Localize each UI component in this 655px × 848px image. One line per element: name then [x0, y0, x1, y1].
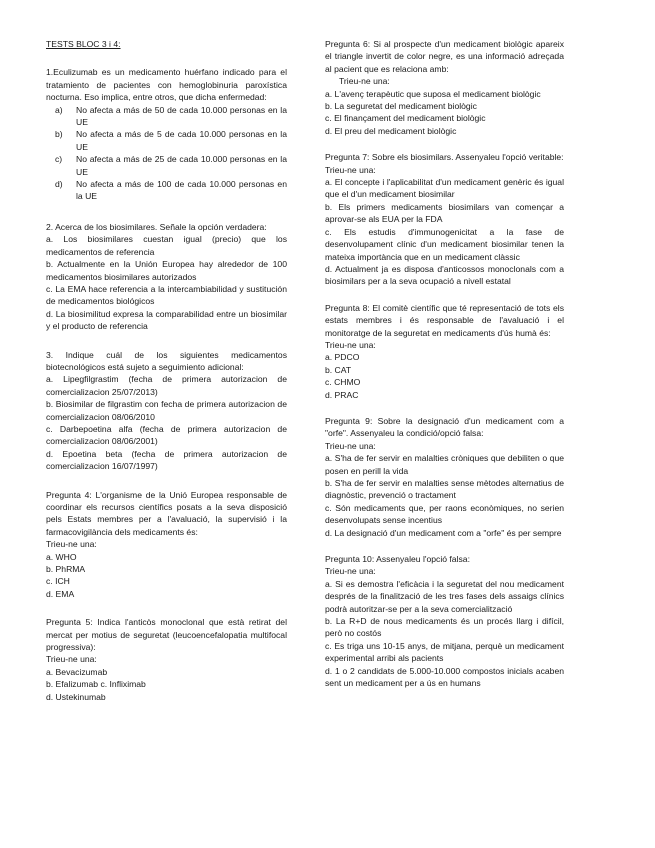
option-text: a. Bevacizumab [46, 666, 108, 677]
option-text: c. Els estudis d'immunogenicitat a la fase de desenvolupament clínic d'un medicament biosimilar tenen la mateixa importància que en un medicament clàssic [325, 226, 564, 262]
option-item [46, 178, 287, 203]
question-text: Pregunta 8: El comitè científic que té representació de tots els estats membres i és responsable de l'avaluació i el monitoratge de la seguretat en medicaments d'ús humà és: [325, 302, 564, 338]
option-text: d. El preu del medicament biològic [325, 125, 457, 136]
option-text: a. S'ha de fer servir en malalties cròniques que debiliten o que posen en perill la vida [325, 453, 564, 476]
question-text: Pregunta 9: Sobre la designació d'un medicament com a "orfe". Assenyaleu la condició/opció falsa: [325, 415, 564, 439]
question-1 [46, 66, 287, 202]
option-item [46, 128, 287, 153]
option-text: a. Los biosimilares cuestan igual (precio) que los medicamentos de referencia [46, 234, 287, 257]
question-text: Pregunta 7: Sobre els biosimilars. Assenyaleu l'opció veritable: [325, 152, 564, 163]
option-text: d. PRAC [325, 389, 359, 400]
option-text: a. Si es demostra l'eficàcia i la seguretat del nou medicament després de la finalització de les tres fases dels assaigs clínics podrà autoritzar-se per a la seva comercialització [325, 578, 564, 614]
option-text: a. Lipegfilgrastim (fecha de primera autorizacion de comercializacion 25/07/2013) [46, 374, 287, 397]
option-marker: c) [55, 154, 63, 165]
question-prompt: Trieu-ne una: [46, 539, 97, 550]
option-marker: b) [55, 129, 63, 140]
option-text: c. La EMA hace referencia a la intercambiabilidad y sustitución de medicamentos biológicos [46, 283, 287, 307]
option-text: c. CHMO [325, 377, 361, 388]
option-text: No afecta a más de 25 de cada 10.000 personas en la UE [76, 154, 287, 177]
document-title: TESTS BLOC 3 i 4: [46, 39, 121, 49]
option-text: b. S'ha de fer servir en malalties sense mètodes alternatius de diagnòstic, prevenció o tractament [325, 478, 564, 501]
option-text: c. Es triga uns 10-15 anys, de mitjana, perquè un medicament experimental arribi als pacients [325, 640, 564, 664]
option-text: d. 1 o 2 candidats de 5.000-10.000 compostos inicials acaben sent un medicament per a ús en humans [325, 665, 564, 689]
option-text: c. ICH [46, 576, 70, 587]
option-marker: d) [55, 179, 63, 190]
option-text: c. Són medicaments que, per raons econòmiques, no serien desenvolupats sense incentius [325, 502, 564, 526]
option-text: d. La designació d'un medicament com a "orfe" és per sempre [325, 527, 562, 538]
question-prompt: Trieu-ne una: [325, 566, 376, 577]
option-text: b. PhRMA [46, 564, 86, 575]
question-6 [325, 38, 564, 137]
question-3 [46, 349, 287, 473]
option-text: d. EMA [46, 588, 75, 599]
option-text: d. Ustekinumab [46, 691, 106, 702]
option-text: c. El finançament del medicament biològic [325, 113, 486, 124]
question-text: 3. Indique cuál de los siguientes medicamentos biotecnológicos está sujeto a seguimiento adicional: [46, 349, 287, 372]
question-5 [46, 616, 287, 703]
option-text: d. Epoetina beta (fecha de primera autorizacion de comercializacion 16/07/1997) [46, 448, 287, 472]
option-text: No afecta a más de 5 de cada 10.000 personas en la UE [76, 129, 287, 152]
question-prompt: Trieu-ne una: [325, 440, 376, 451]
right-column [325, 38, 564, 702]
option-text: b. Els primers medicaments biosimilars van començar a aprovar-se als EUA per la FDA [325, 201, 564, 225]
question-text: Pregunta 6: Si al prospecte d'un medicament biològic apareix el triangle invertit de color negre, es una informació adreçada al pacient que es relaciona amb: [325, 39, 564, 74]
question-text: Pregunta 5: Indica l'anticòs monoclonal que està retirat del mercat per motius de seguretat (leucoencefalopatia multifocal progressiva): [46, 617, 287, 653]
question-8 [325, 302, 564, 401]
question-text: Pregunta 10: Assenyaleu l'opció falsa: [325, 554, 470, 565]
option-text: d. La biosimilitud expresa la comparabilidad entre un biosimilar y el producto de referencia [46, 308, 287, 332]
left-column [46, 38, 287, 715]
option-text: No afecta a más de 100 de cada 10.000 personas en la UE [76, 179, 287, 202]
option-text: No afecta a más de 50 de cada 10.000 personas en la UE [76, 104, 287, 128]
option-text: a. WHO [46, 551, 77, 562]
option-text: c. Darbepoetina alfa (fecha de primera autorizacion de comercializacion 08/06/2001) [46, 423, 287, 447]
question-text: Pregunta 4: L'organisme de la Unió Europea responsable de coordinar els recursos científics posats a la seva disposició pels Estats membres per a l'avaluació, la supervisió i la farmacovigilància dels medicaments és: [46, 489, 287, 537]
question-prompt: Trieu-ne una: [325, 164, 376, 175]
option-item [46, 104, 287, 129]
question-2 [46, 221, 287, 333]
option-text: d. Actualment ja es disposa d'anticossos monoclonals com a biosimilars per a la seva ocupació a nivell estatal [325, 263, 564, 287]
question-text: 1.Eculizumab es un medicamento huérfano indicado para el tratamiento de pacientes con hemoglobinuria paroxística nocturna. Eso implica, entre otros, que dicha enfermedad: [46, 67, 287, 103]
option-text: b. La R+D de nous medicaments és un procés llarg i difícil, però no costós [325, 616, 564, 639]
question-4 [46, 489, 287, 601]
option-text: b. Efalizumab c. Infliximab [46, 679, 146, 690]
option-list [46, 104, 287, 203]
option-text: b. Actualmente en la Unión Europea hay alrededor de 100 medicamentos biosimilares autorizados [46, 259, 287, 282]
question-prompt: Trieu-ne una: [325, 339, 376, 350]
option-text: b. CAT [325, 364, 352, 375]
option-text: a. El concepte i l'aplicabilitat d'un medicament genèric és igual que el d'un medicament biosimilar [325, 177, 564, 200]
option-item [46, 153, 287, 178]
question-prompt: Trieu-ne una: [339, 76, 390, 87]
question-7 [325, 151, 564, 287]
question-9 [325, 415, 564, 539]
option-marker: a) [55, 104, 63, 115]
option-text: b. La seguretat del medicament biològic [325, 101, 477, 112]
option-text: b. Biosimilar de filgrastim con fecha de primera autorizacion de comercializacion 08/06/2010 [46, 399, 287, 422]
option-text: a. L'avenç terapèutic que suposa el medicament biològic [325, 88, 541, 99]
question-10 [325, 553, 564, 689]
question-text: 2. Acerca de los biosimilares. Señale la opción verdadera: [46, 221, 267, 232]
question-prompt: Trieu-ne una: [46, 654, 97, 665]
option-text: a. PDCO [325, 352, 360, 363]
